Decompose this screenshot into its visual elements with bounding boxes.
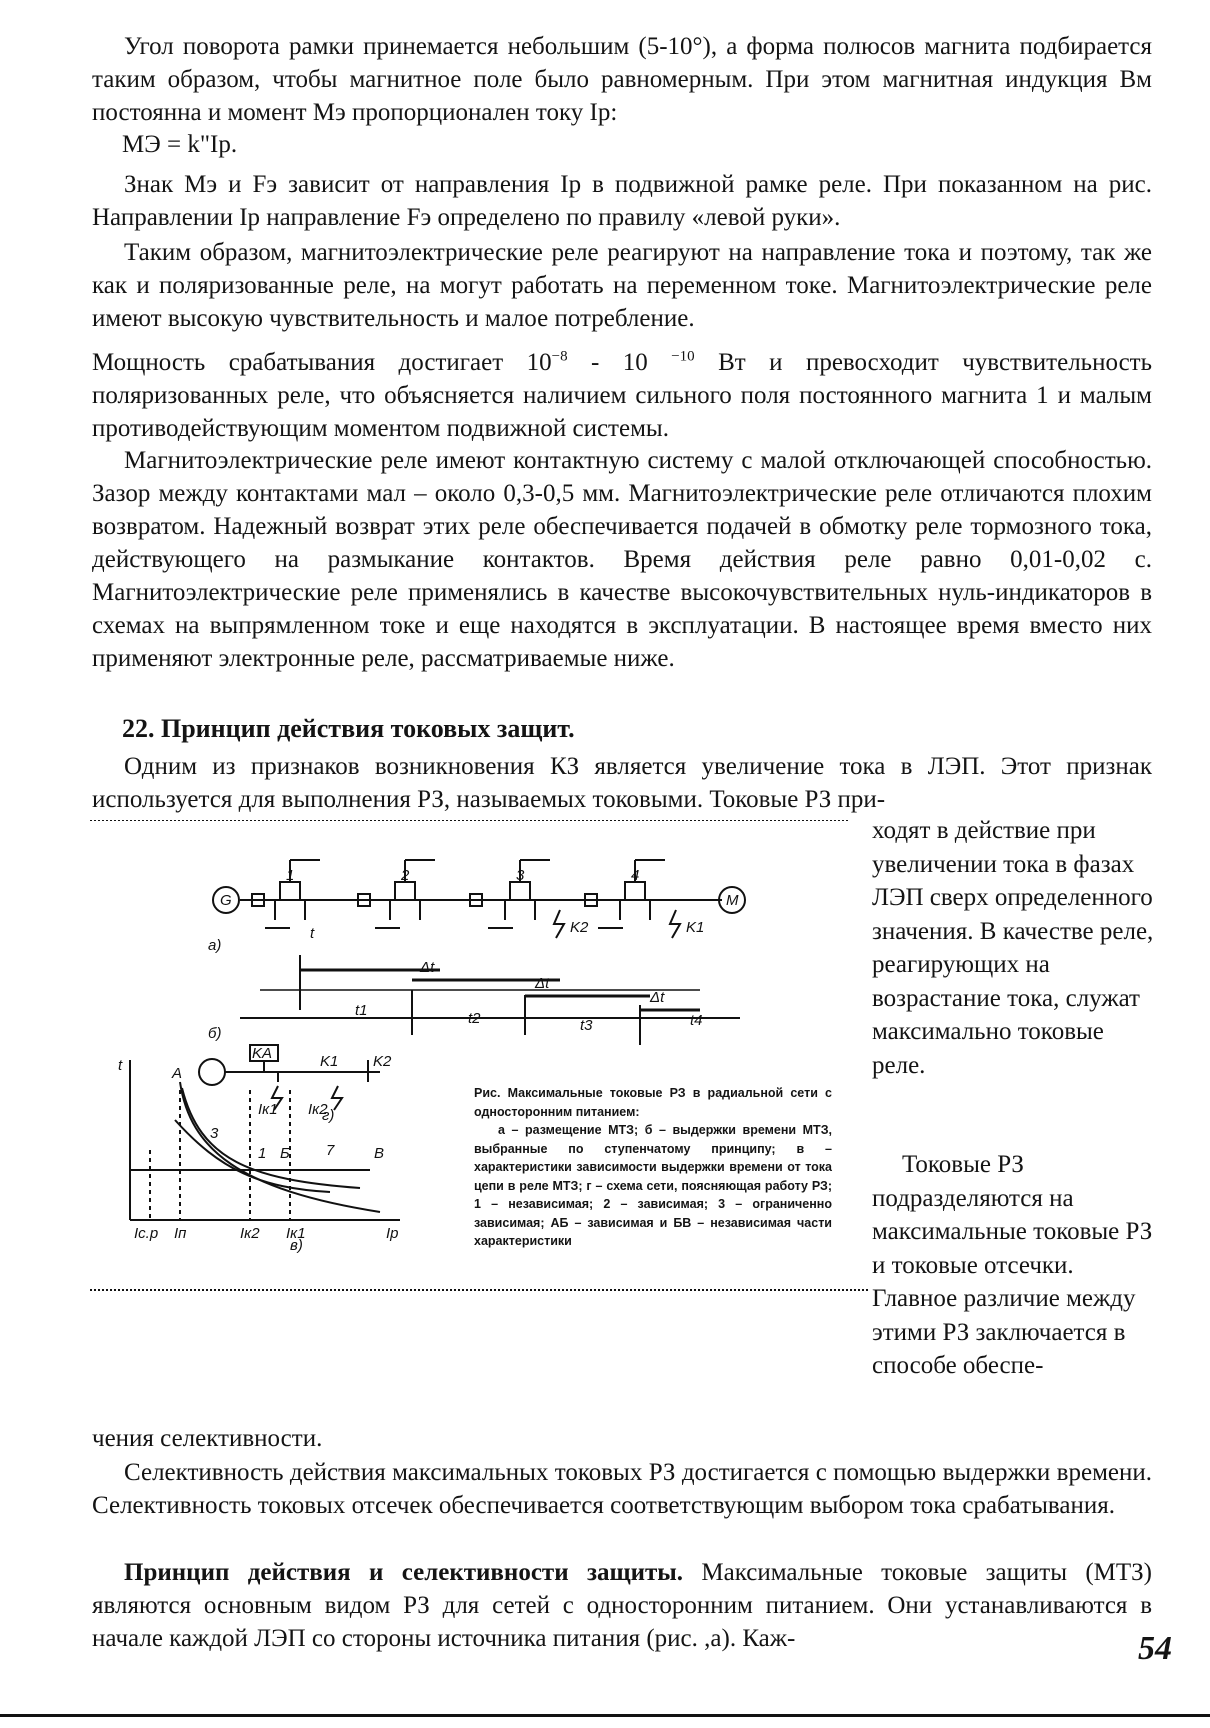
formula: МЭ = k"Iр. bbox=[122, 131, 238, 158]
curve-1-label: 1 bbox=[258, 1145, 267, 1162]
p9-bold-lead: Принцип действия и селективности защиты. bbox=[124, 1559, 684, 1586]
net-k1-label: K1 bbox=[320, 1053, 339, 1070]
part-v-label: в) bbox=[290, 1237, 303, 1254]
p4-sup-1: −8 bbox=[551, 348, 568, 365]
relay-label-3: 3 bbox=[516, 867, 525, 884]
caption-body: а – размещение МТЗ; б – выдержки времени МТЗ, выбранные по ступенчатому принципу; в – характеристики зависимости выдержки времени от тока цепи в реле МТЗ; г – схема сети, поясняющая работу РЗ; 1 – независимая; 2 – зависимая; 3 – ограниченно зависимая; АБ – зависимая и БВ – независимая части характеристики bbox=[474, 1123, 832, 1248]
curve-b-label: Б bbox=[280, 1145, 290, 1162]
part-b-label: б) bbox=[208, 1025, 222, 1042]
axis-t-label: t bbox=[118, 1057, 123, 1074]
paragraph-3: Таким образом, магнитоэлектрические реле реагируют на направление тока и поэтому, так же как и поляризованные реле, на могут работать на переменном токе. Магнитоэлектрические реле имеют высокую чувствительность и малое потребление. bbox=[92, 239, 1152, 332]
generator-label: G bbox=[220, 892, 232, 909]
delta-t-label-3: Δt bbox=[650, 989, 665, 1006]
motor-label: M bbox=[726, 892, 739, 909]
axis-ik1-label: Iк1 bbox=[286, 1225, 306, 1242]
relay-3 bbox=[505, 860, 550, 920]
ik2-label: Iк2 bbox=[308, 1101, 328, 1118]
t1-label: t1 bbox=[355, 1002, 368, 1019]
right-column-text-1: ходят в действие при увеличении тока в фазах ЛЭП сверх определенного значения. В качестве реле, реагирующих на возрастание тока, служат максимально токовые реле. bbox=[872, 817, 1154, 1079]
bottom-rule bbox=[0, 1714, 1210, 1717]
caption-title: Рис. Максимальные токовые РЗ в радиальной сети с односторонним питанием: bbox=[474, 1086, 832, 1119]
curve-3-label: 3 bbox=[210, 1125, 219, 1142]
relay-label-4: 4 bbox=[631, 867, 640, 884]
page-number: 54 bbox=[1138, 1630, 1172, 1667]
t2-label: t2 bbox=[468, 1010, 481, 1027]
p9-text: Максимальные токовые защиты (МТЗ) являются основным видом РЗ для сетей с односторонним питанием. Они устанавливаются в начале каждой ЛЭП со стороны источника питания (рис. ,а). Каж- bbox=[92, 1559, 1152, 1652]
relay-label-1: 1 bbox=[286, 867, 295, 884]
t3-label: t3 bbox=[580, 1017, 593, 1034]
paragraph-5: Магнитоэлектрические реле имеют контактную систему с малой отключающей способностью. Зазор между контактами мал – около 0,3-0,5 мм. Магнитоэлектрические реле отличаются плохим возвратом. Надежный возврат этих реле обеспечивается подачей в обмотку реле тормозного тока, действующего на размыкание контактов. Время действия реле равно 0,01-0,02 с. Магнитоэлектрические реле применялись в качестве высокочувствительных нуль-индикаторов в схемах на выпрямленном токе и еще находятся в эксплуатации. В настоящее время вместо них применяют электронные реле, рассматриваемые ниже. bbox=[92, 447, 1152, 672]
p4-text-b: - 10 bbox=[567, 349, 672, 376]
part-g-label: г) bbox=[322, 1107, 335, 1124]
t4-label: t4 bbox=[690, 1012, 703, 1029]
ik1-label: Iк1 bbox=[258, 1101, 278, 1118]
relay-label-2: 2 bbox=[401, 867, 410, 884]
axis-ik2-label: Iк2 bbox=[240, 1225, 260, 1242]
right-column-text-2: Токовые РЗ подразделяются на максимальные токовые РЗ и токовые отсечки. Главное различие между этими РЗ заключается в способе обеспе- bbox=[872, 1151, 1153, 1379]
paragraph-7: чения селективности. bbox=[92, 1425, 323, 1452]
curve-a-label: A bbox=[172, 1065, 183, 1082]
fault-k2-label: K2 bbox=[570, 919, 589, 936]
curve-v-label: В bbox=[374, 1145, 385, 1162]
section-heading: 22. Принцип действия токовых защит. bbox=[122, 714, 575, 743]
p4-text-c: Вт и превосходит чувствительность поляризованных реле, что объясняется наличием сильного поля постоянного магнита 1 и малым противодействующим моментом подвижной системы. bbox=[92, 349, 1152, 442]
ka-label: KA bbox=[252, 1045, 273, 1062]
axis-in-label: Iп bbox=[174, 1225, 187, 1242]
axis-ip-label: Iр bbox=[386, 1225, 399, 1242]
paragraph-9 bbox=[92, 1556, 1152, 1655]
paragraph-4 bbox=[92, 346, 1152, 445]
net-k2-label: K2 bbox=[373, 1053, 392, 1070]
delta-t-label-1: Δt bbox=[420, 959, 435, 976]
paragraph-2: Знак Мэ и Fэ зависит от направления Iр в подвижной рамке реле. При показанном на рис. Направлении Iр направление Fэ определено по правилу «левой руки». bbox=[92, 171, 1152, 231]
t-label: t bbox=[310, 925, 315, 942]
paragraph-8: Селективность действия максимальных токовых РЗ достигается с помощью выдержки времени. Селективность токовых отсечек обеспечивается соответствующим выбором тока срабатывания. bbox=[92, 1459, 1152, 1519]
relay-2 bbox=[390, 860, 435, 920]
relay-4 bbox=[620, 860, 665, 920]
paragraph-6: Одним из признаков возникновения КЗ является увеличение тока в ЛЭП. Этот признак используется для выполнения РЗ, называемых токовыми. Токовые РЗ при- bbox=[92, 753, 1152, 813]
delta-t-label-2: Δt bbox=[535, 975, 550, 992]
fault-k1-label: K1 bbox=[686, 919, 705, 936]
part-a-label: а) bbox=[208, 937, 222, 954]
axis-icp-label: Iс.р bbox=[134, 1225, 159, 1242]
p4-sup-2: −10 bbox=[671, 348, 695, 365]
relay-1 bbox=[275, 860, 320, 920]
figure-caption bbox=[474, 1084, 832, 1251]
p4-text-a: Мощность срабатывания достигает 10 bbox=[92, 349, 552, 376]
paragraph-1: Угол поворота рамки принемается небольшим (5-10°), а форма полюсов магнита подбирается таким образом, чтобы магнитное поле было равномерным. При этом магнитная индукция Вм постоянна и момент Мэ пропорционален току Iр: bbox=[92, 33, 1152, 126]
curve-7-label: 7 bbox=[326, 1142, 335, 1159]
